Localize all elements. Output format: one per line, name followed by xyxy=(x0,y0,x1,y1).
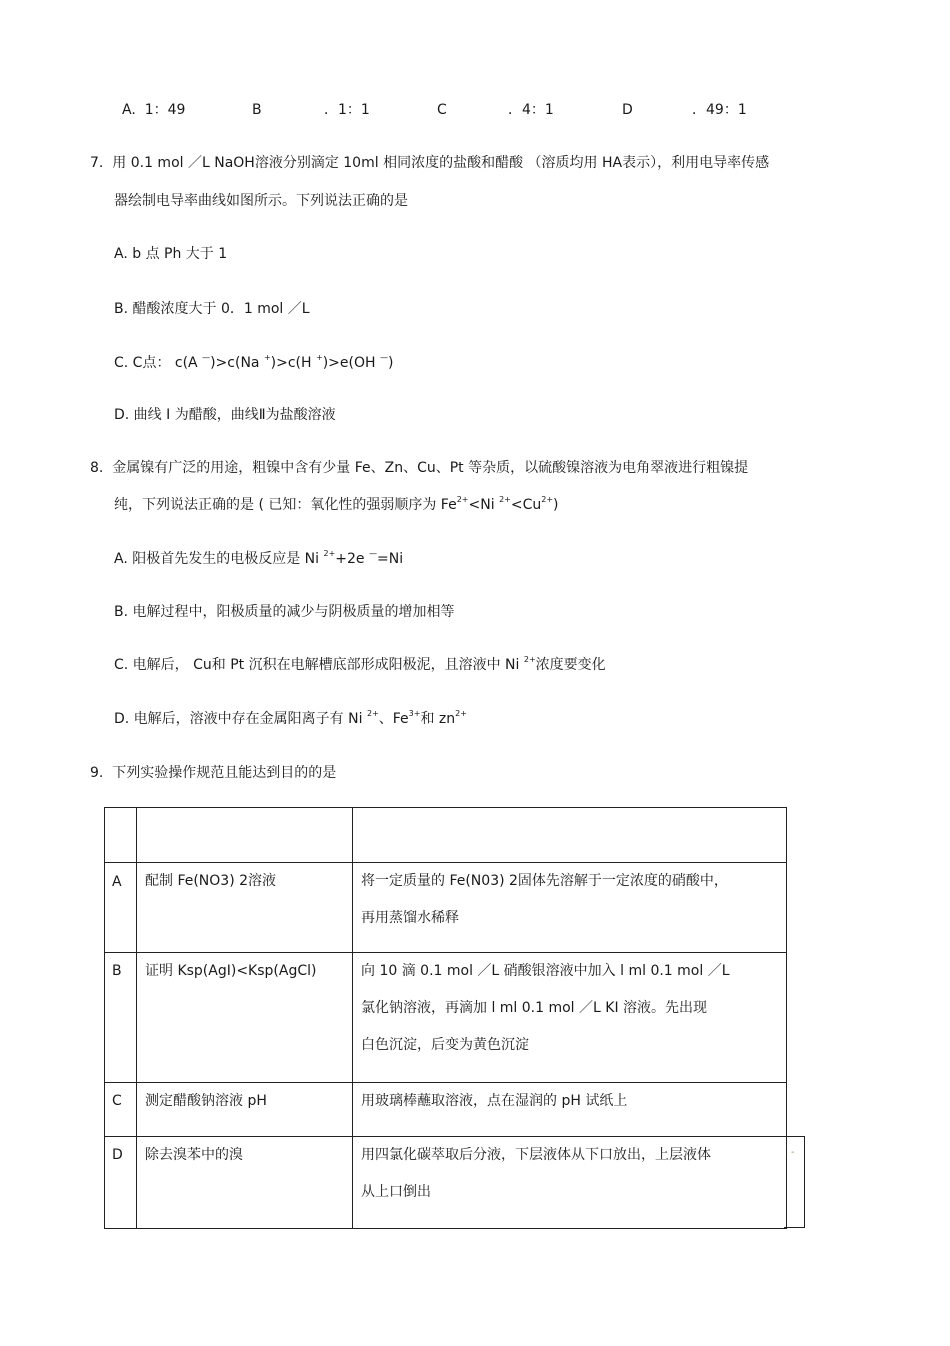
q8-option-a: A. 阳极首先发生的电极反应是 Ni $^{2+}$+2e —=Ni xyxy=(114,549,404,567)
table-header-row xyxy=(105,808,787,863)
q6-option-d-value: ．49：1 xyxy=(692,102,747,118)
row-purpose: 配制 Fe(NO3) 2溶液 xyxy=(137,863,353,953)
q8-option-b: B. 电解过程中，阳极质量的减少与阴极质量的增加相等 xyxy=(114,604,455,620)
q6-option-a: A. 1：49 xyxy=(122,102,186,118)
table-row xyxy=(105,1137,787,1229)
q6-option-b-value: ．1：1 xyxy=(324,102,370,118)
row-key: D xyxy=(105,1137,137,1229)
q6-option-d: D xyxy=(622,102,633,118)
stray-mark: - xyxy=(791,1147,795,1158)
row-key: C xyxy=(105,1083,137,1137)
q6-option-b: B xyxy=(252,102,262,118)
table-row xyxy=(105,1083,787,1137)
header-cell xyxy=(353,808,787,863)
q7-option-d: D. 曲线 I 为醋酸，曲线Ⅱ为盐酸溶液 xyxy=(114,407,336,423)
row-operation: 用四氯化碳萃取后分液，下层液体从下口放出，上层液体 从上口倒出 xyxy=(353,1137,787,1229)
row-operation: 将一定质量的 Fe(N03) 2固体先溶解于一定浓度的硝酸中， 再用蒸馏水稀释 xyxy=(353,863,787,953)
row-purpose: 证明 Ksp(AgI)<Ksp(AgCl) xyxy=(137,953,353,1083)
q9-stem: 9. 下列实验操作规范且能达到目的的是 xyxy=(90,765,337,781)
q7-option-c: C. C点： c(A —)>c(Na +)>c(H +)>e(OH —) xyxy=(114,353,394,371)
q8-stem-line1: 8. 金属镍有广泛的用途，粗镍中含有少量 Fe、Zn、Cu、Pt 等杂质，以硫酸镍溶液为电角翠液进行粗镍提 xyxy=(90,460,749,476)
row-key: A xyxy=(105,863,137,953)
table-row xyxy=(105,863,787,953)
q7-option-a: A. b 点 Ph 大于 1 xyxy=(114,246,228,262)
row-purpose: 除去溴苯中的溴 xyxy=(137,1137,353,1229)
q7-option-b: B. 醋酸浓度大于 0．1 mol ／L xyxy=(114,301,310,317)
header-cell xyxy=(137,808,353,863)
row-purpose: 测定醋酸钠溶液 pH xyxy=(137,1083,353,1137)
q6-option-c: C xyxy=(437,102,447,118)
q8-stem-line2: 纯，下列说法正确的是 ( 已知：氧化性的强弱顺序为 $Fe^{2+}<Ni$ $^{2+}<Cu^{2+}$) xyxy=(114,495,559,513)
q9-table xyxy=(104,807,787,1229)
table-row xyxy=(105,953,787,1083)
q7-stem-line2: 器绘制电导率曲线如图所示。下列说法正确的是 xyxy=(114,193,408,209)
row-key: B xyxy=(105,953,137,1083)
row-operation: 用玻璃棒蘸取溶液，点在湿润的 pH 试纸上 xyxy=(353,1083,787,1137)
q8-option-c: C. 电解后， Cu和 Pt 沉积在电解槽底部形成阳极泥，且溶液中 Ni $^{2+}$浓度要变化 xyxy=(114,655,606,673)
row-operation: 向 10 滴 0.1 mol ／L 硝酸银溶液中加入 l ml 0.1 mol ／L 氯化钠溶液，再滴加 l ml 0.1 mol ／L KI 溶液。先出现 白色沉淀，后变为黄色沉淀 xyxy=(353,953,787,1083)
header-cell xyxy=(105,808,137,863)
q7-stem-line1: 7. 用 0.1 mol ／L NaOH溶液分别滴定 10ml 相同浓度的盐酸和醋酸 （溶质均用 HA表示），利用电导率传感 xyxy=(90,155,770,171)
q8-option-d: D. 电解后，溶液中存在金属阳离子有 Ni $^{2+}$、$Fe^{3+}$和 $zn^{2+}$ xyxy=(114,709,467,727)
q6-option-c-value: ．4：1 xyxy=(508,102,554,118)
